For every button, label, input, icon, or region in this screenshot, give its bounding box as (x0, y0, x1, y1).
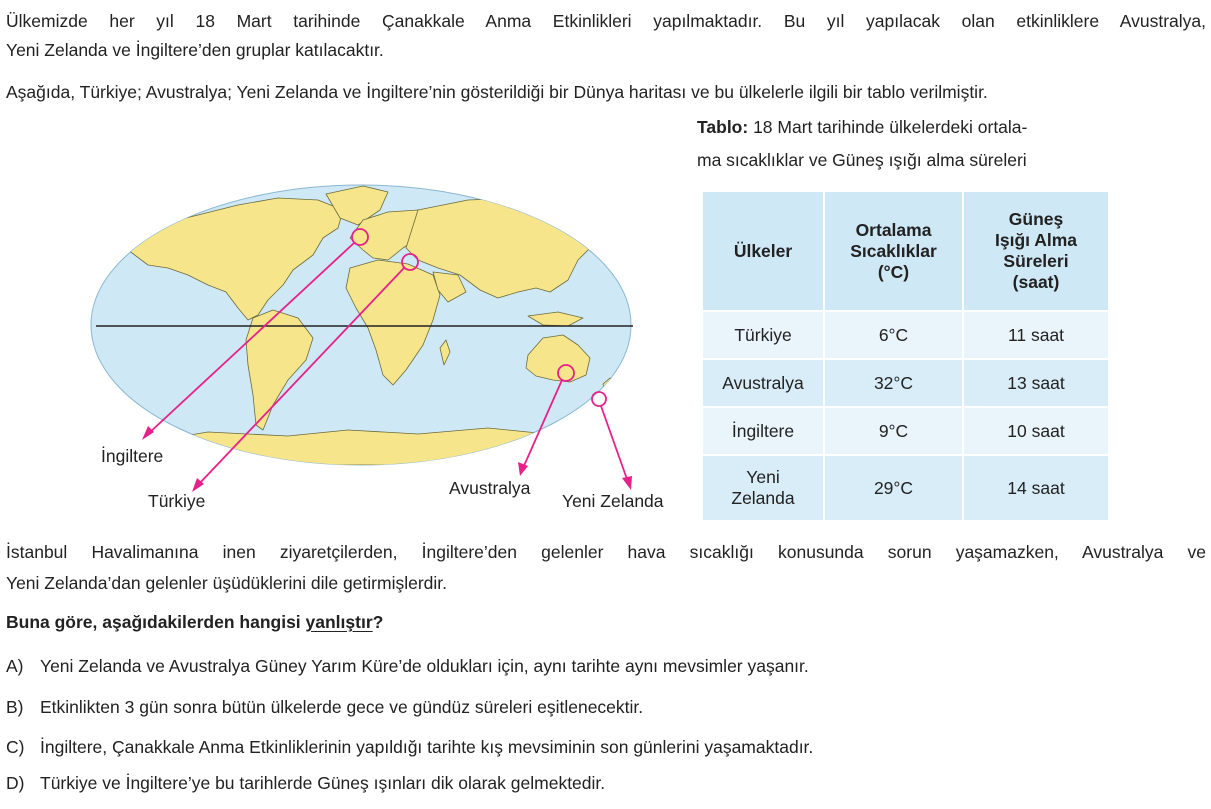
question-prefix: Buna göre, aşağıdakilerden hangisi (6, 612, 306, 632)
table-caption-line-1 (697, 117, 1027, 138)
cell-temp: 6°C (825, 312, 962, 358)
option-letter: B) (6, 697, 24, 717)
header-sunlight-l3: Süreleri (1003, 251, 1069, 271)
label-turkiye: Türkiye (148, 491, 206, 511)
option-b[interactable] (6, 697, 643, 718)
label-yeni-zelanda: Yeni Zelanda (562, 491, 664, 511)
table-row (703, 408, 1108, 454)
option-letter: C) (6, 737, 25, 757)
option-letter: D) (6, 773, 25, 793)
table-row (703, 360, 1108, 406)
option-text: İngiltere, Çanakkale Anma Etkinliklerinin yapıldığı tarihte kış mevsiminin son günlerini yaşamaktadır. (40, 737, 814, 757)
option-text: Yeni Zelanda ve Avustralya Güney Yarım Küre’de oldukları için, aynı tarihte aynı mevsimler yaşanır. (40, 656, 809, 676)
header-sunlight-l2: Işığı Alma (994, 230, 1077, 250)
intro-line-3: Aşağıda, Türkiye; Avustralya; Yeni Zelanda ve İngiltere’nin gösterildiği bir Dünya haritası ve bu ülkelerle ilgili bir tablo verilmiştir. (6, 82, 988, 102)
cell-sun: 10 saat (964, 408, 1108, 454)
table-caption-line-2: ma sıcaklıklar ve Güneş ışığı alma süreleri (697, 150, 1027, 170)
header-temperature-l1: Ortalama (855, 219, 932, 240)
cell-country-l2: Zelanda (731, 488, 795, 508)
option-letter: A) (6, 656, 24, 676)
option-text: Türkiye ve İngiltere’ye bu tarihlerde Güneş ışınları dik olarak gelmektedir. (40, 773, 606, 793)
yeni-zelanda-marker (592, 392, 606, 406)
option-d[interactable] (6, 773, 605, 794)
cell-temp: 9°C (825, 408, 962, 454)
yeni-zelanda-arrowhead-icon (622, 476, 632, 490)
option-c[interactable] (6, 737, 813, 758)
header-sunlight-l4: (saat) (1012, 272, 1060, 292)
cell-country-l1: Yeni (746, 467, 780, 487)
intro-line-2: Yeni Zelanda ve İngiltere’den gruplar katılacaktır. (6, 40, 384, 60)
question-suffix: ? (372, 612, 384, 632)
label-ingiltere: İngiltere (101, 446, 164, 466)
table-caption-text-1: 18 Mart tarihinde ülkelerdeki ortala- (748, 117, 1028, 137)
yeni-zelanda-arrow (601, 406, 628, 482)
cell-sun: 14 saat (964, 456, 1108, 520)
cell-country: Avustralya (703, 360, 823, 406)
cell-country: İngiltere (703, 408, 823, 454)
cell-temp: 32°C (825, 360, 962, 406)
cell-sun: 13 saat (964, 360, 1108, 406)
option-text: Etkinlikten 3 gün sonra bütün ülkelerde gece ve gündüz süreleri eşitlenecektir. (40, 697, 644, 717)
world-map (88, 180, 688, 510)
table-row (703, 312, 1108, 358)
intro-line-1: Ülkemizde her yıl 18 Mart tarihinde Çanakkale Anma Etkinlikleri yapılmaktadır. Bu yıl yapılacak olan etkinliklere Avustralya, (6, 11, 1206, 31)
question (6, 612, 383, 633)
antarctica (88, 428, 633, 465)
ingiltere-arrowhead-icon (142, 426, 154, 440)
avustralya-arrowhead-icon (518, 462, 528, 476)
label-avustralya: Avustralya (449, 478, 531, 498)
table-caption-label: Tablo: (697, 117, 749, 137)
cell-country: Türkiye (703, 312, 823, 358)
header-sunlight-l1: Güneş (1008, 209, 1064, 229)
cell-temp: 29°C (825, 456, 962, 520)
header-sunlight (964, 192, 1108, 310)
header-temperature (825, 192, 962, 310)
table-header-row (703, 192, 1108, 310)
header-temperature-l3: (°C) (877, 261, 910, 282)
body-line-2: Yeni Zelanda’dan gelenler üşüdüklerini dile getirmişlerdir. (6, 573, 448, 593)
body-line-1: İstanbul Havalimanına inen ziyaretçilerden, İngiltere’den gelenler hava sıcaklığı konusunda sorun yaşamazken, Avustralya ve (6, 542, 1206, 562)
header-countries: Ülkeler (703, 192, 823, 310)
table-row (703, 456, 1108, 520)
option-a[interactable] (6, 656, 809, 677)
question-underlined: yanlıştır (305, 612, 373, 632)
cell-country (703, 456, 823, 520)
header-temperature-l2: Sıcaklıklar (850, 240, 937, 261)
data-table (701, 190, 1110, 522)
cell-sun: 11 saat (964, 312, 1108, 358)
